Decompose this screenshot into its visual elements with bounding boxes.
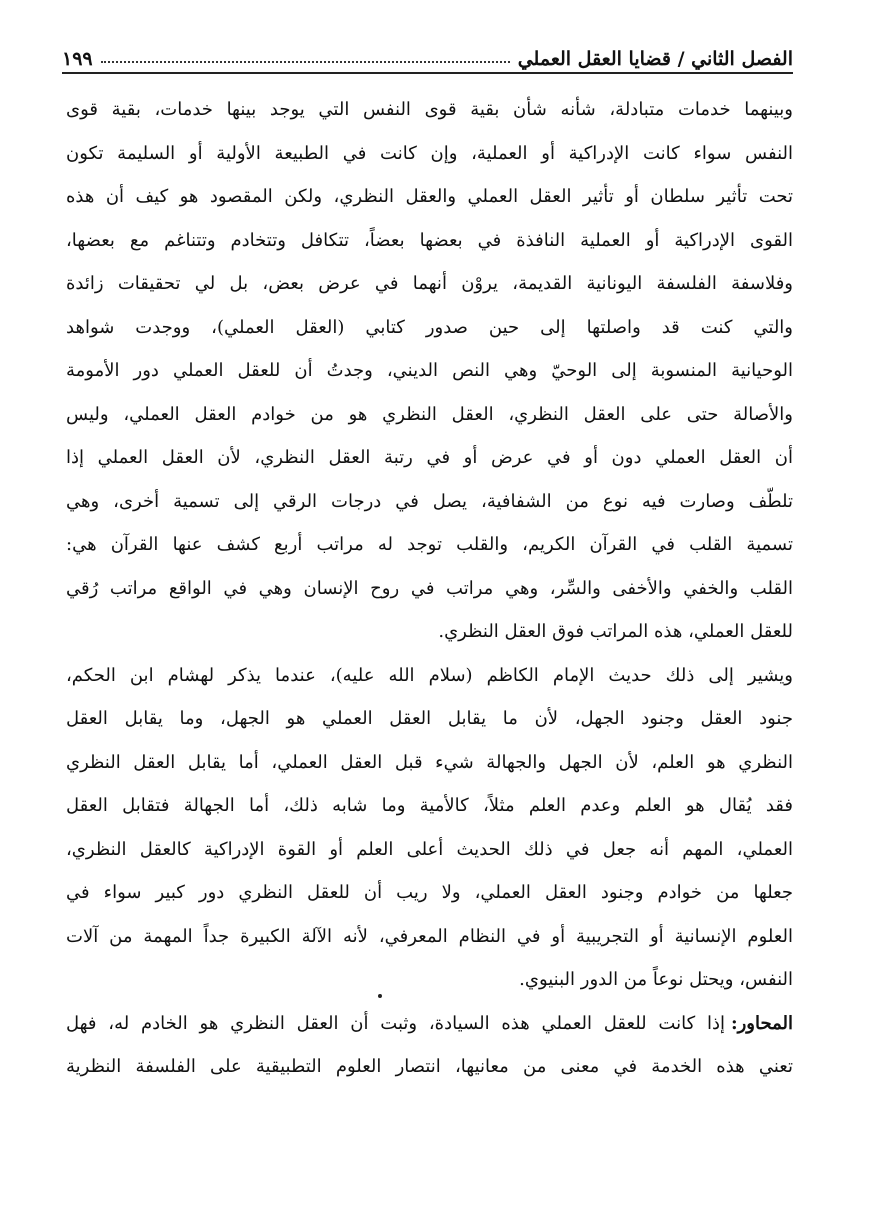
text-line: وفلاسفة الفلسفة اليونانية القديمة، يروْن أنهما في عرض بعض، بل لي تحقيقات زائدة [66, 273, 793, 294]
text-line: تعني هذه الخدمة في معنى من معانيها، انتصار العلوم التطبيقية على الفلسفة النظرية [66, 1056, 793, 1077]
text-line: العلوم الإنسانية أو التجريبية أو في النظام المعرفي، لأنه الآلة الكبيرة جداً المهمة من آلات [66, 925, 793, 947]
text-line: والأصالة حتى على العقل النظري، العقل النظري هو من خوادم العقل العملي، وليس [66, 403, 793, 425]
text-line: أن العقل العملي دون أو في عرض أو في رتبة العقل النظري، لأن العقل العملي إذا [66, 447, 793, 468]
text-line: تسمية القلب في القرآن الكريم، والقلب توجد له مراتب أربع كشف عنها القرآن هي: [66, 534, 793, 555]
header-rule [62, 72, 793, 74]
text-line: النفس سواء كانت الإدراكية أو العملية، وإن كانت في الطبيعة الأولية أو السليمة تكون [66, 142, 793, 164]
body-text [66, 88, 793, 1089]
text-line: العملي، المهم أنه جعل في ذلك الحديث أعلى العلم أو القوة الإدراكية كالعقل النظري، [66, 838, 793, 860]
text-line: جعلها من خوادم وجنود العقل العملي، ولا ريب أن للعقل النظري دور كبير سواء في [66, 882, 793, 903]
running-header [62, 30, 793, 70]
leader-dots [101, 61, 510, 63]
dialogue-line [66, 1002, 793, 1046]
text-line: النفس، ويحتل نوعاً من الدور البنيوي. [519, 969, 793, 990]
text-line: النظري هو العلم، لأن الجهل والجهالة شيء قبل العقل العملي، أما يقابل العقل النظري [66, 751, 793, 773]
speaker-label: المحاور: [730, 1012, 793, 1034]
text-line: القلب والخفي والأخفى والسِّر، وهي مراتب في روح الإنسان وهي في الواقع مراتب رُقي [66, 577, 793, 599]
text-line: ويشير إلى ذلك حديث الإمام الكاظم (سلام الله عليه)، عندما يذكر لهشام ابن الحكم، [66, 664, 793, 686]
text-line: تحت تأثير سلطان أو تأثير العقل العملي والعقل النظري، ولكن المقصود هو كيف أن هذه [66, 186, 793, 207]
text-line: فقد يُقال هو العلم وعدم العلم مثلاً، كالأمية وما شابه ذلك، أما الجهالة فتقابل العقل [66, 795, 793, 816]
chapter-title: الفصل الثاني / قضايا العقل العملي [517, 48, 793, 70]
text-line: للعقل العملي، هذه المراتب فوق العقل النظري. [438, 621, 793, 642]
text-line: الوحيانية المنسوبة إلى الوحيّ وهي النص الديني، وجدتُ أن للعقل العملي دور الأمومة [66, 360, 793, 381]
dialogue-text: إذا كانت للعقل العملي هذه السيادة، وثبت أن العقل النظري هو الخادم له، فهل [66, 1012, 725, 1034]
stray-dot [378, 994, 382, 998]
page-number: ١٩٩ [62, 48, 93, 70]
text-line: جنود العقل وجنود الجهل، لأن ما يقابل العقل العملي هو الجهل، وما يقابل العقل [66, 708, 793, 729]
text-line: والتي كنت قد واصلتها إلى حين صدور كتابي (العقل العملي)، ووجدت شواهد [66, 316, 793, 338]
text-line: تلطّف وصارت فيه نوع من الشفافية، يصل في درجات الرقي إلى تسمية أخرى، وهي [66, 490, 793, 512]
text-line: القوى الإدراكية أو العملية النافذة في بعضها بعضاً، تتكافل وتتخادم وتتناغم مع بعضها، [66, 229, 793, 251]
text-line: وبينهما خدمات متبادلة، شأنه شأن بقية قوى النفس التي يوجد بينها خدمات، بقية قوى [66, 99, 793, 120]
